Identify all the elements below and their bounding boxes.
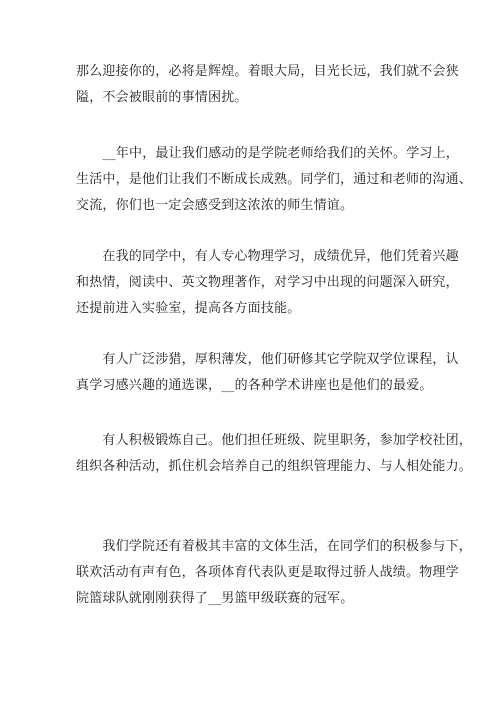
text-line: 交流，你们也一定会感受到这浓浓的师生情谊。 — [76, 198, 354, 213]
paragraph-4 — [76, 347, 459, 399]
text-line: 那么迎接你的，必将是辉煌。着眼大局，目光长远，我们就不会狭 — [76, 64, 459, 79]
text-line: 有人积极锻炼自己。他们担任班级、院里职务，参加学校社团， — [76, 433, 473, 448]
text-line: 有人广泛涉猎，厚积薄发，他们研修其它学院双学位课程，认 — [76, 352, 459, 367]
paragraph-3 — [76, 244, 459, 322]
paragraph-2 — [76, 141, 473, 219]
text-line: 在我的同学中，有人专心物理学习，成绩优异，他们凭着兴趣 — [76, 249, 459, 264]
text-line: 还提前进入实验室，提高各方面技能。 — [76, 301, 301, 316]
text-line: 真学习感兴趣的通选课，__的各种学术讲座也是他们的最爱。 — [76, 378, 433, 393]
text-line: 组织各种活动，抓住机会培养自己的组织管理能力、与人相处能力。 — [76, 459, 473, 474]
text-line: 院篮球队就刚刚获得了__男篮甲级联赛的冠军。 — [76, 591, 354, 606]
paragraph-5 — [76, 428, 473, 480]
text-line: 生活中，是他们让我们不断成长成熟。同学们，通过和老师的沟通、 — [76, 172, 473, 187]
paragraph-6 — [76, 534, 473, 612]
paragraph-1 — [76, 59, 459, 111]
text-line: 联欢活动有声有色，各项体育代表队更是取得过骄人战绩。物理学 — [76, 565, 459, 580]
text-line: __年中，最让我们感动的是学院老师给我们的关怀。学习上， — [76, 146, 460, 161]
text-line: 和热情，阅读中、英文物理著作，对学习中出现的问题深入研究， — [76, 275, 459, 290]
text-line: 我们学院还有着极其丰富的文体生活，在同学们的积极参与下， — [76, 539, 473, 554]
text-line: 隘，不会被眼前的事情困扰。 — [76, 90, 248, 105]
